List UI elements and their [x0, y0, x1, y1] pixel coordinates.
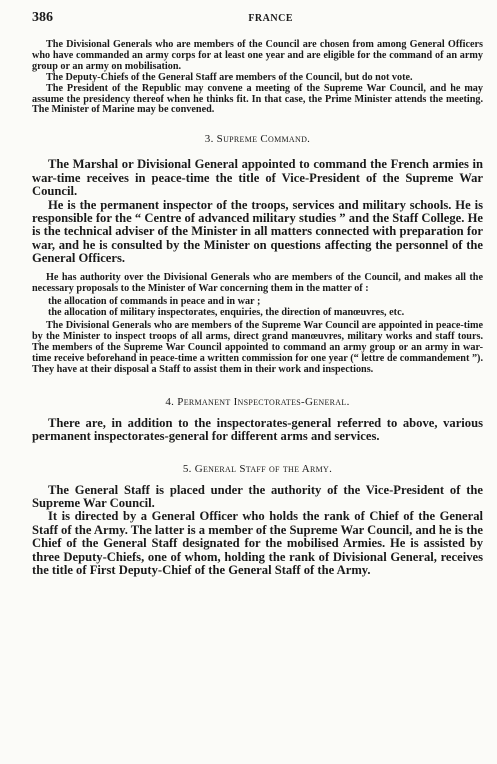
paragraph: The Deputy-Chiefs of the General Staff are members of the Council, but do not vote.	[46, 71, 413, 83]
page-number: 386	[32, 10, 53, 25]
paragraph: The Divisional Generals who are members of the Council are chosen from among General Officers who have commanded an army corps for at least one year and are eligible for the command of an army group or an army on mobilisation.	[32, 39, 483, 72]
list-item: the allocation of military inspectorates, enquiries, the direction of manœuvres, etc.	[48, 307, 405, 319]
allocation-list	[42, 297, 483, 319]
section-permanent-inspectorates	[32, 396, 483, 444]
section-heading: 5. General Staff of the Army.	[182, 462, 333, 475]
section-heading: 3. Supreme Command.	[204, 133, 311, 146]
page-header	[32, 10, 483, 32]
paragraph: There are, in addition to the inspectorates-general referred to above, various permanent inspectorates-general for different arms and services.	[32, 415, 483, 444]
paragraph: The Divisional Generals who are members of the Supreme War Council are appointed in peace-time by the Minister to inspect troops of all arms, direct grand manœuvres, military works and staff tours. The members of the Supreme War Council appointed to command an army group or an army in war-time receive beforehand in peace-time a written commission for one year (“ lettre de commandement ”). They have at their disposal a Staff to assist them in their work and inspections.	[32, 320, 483, 375]
paragraph: The Marshal or Divisional General appointed to command the French armies in war-time receives in peace-time the title of Vice-President of the Supreme War Council.	[32, 157, 483, 199]
paragraph: He has authority over the Divisional Generals who are members of the Council, and makes all the necessary proposals to the Minister of War concerning them in the matter of :	[32, 271, 483, 294]
paragraph: The General Staff is placed under the authority of the Vice-President of the Supreme War Council.	[32, 482, 483, 510]
running-head: FRANCE	[248, 13, 293, 24]
intro-block	[32, 40, 483, 116]
paragraph: The President of the Republic may convene a meeting of the Supreme War Council, and he may assume the presidency thereof when he thinks fit. In that case, the Prime Minister attends the meeting. The Minister of Marine may be convened.	[32, 82, 483, 116]
paragraph: He is the permanent inspector of the troops, services and military schools. He is responsible for the “ Centre of advanced military studies ” and the Staff College. He is the technical adviser of the Minister in all matters connected with preparation for war, and he is consulted by the Minister on questions affecting the personnel of the General Officers.	[32, 197, 483, 266]
paragraph: It is directed by a General Officer who holds the rank of Chief of the General Staff of the Army. The latter is a member of the Supreme War Council, and he is the Chief of the General Staff designated for the mobilised Armies. He is assisted by three Deputy-Chiefs, one of whom, holding the rank of Divisional General, receives the title of First Deputy-Chief of the General Staff of the Army.	[32, 509, 483, 577]
section-supreme-command	[32, 133, 483, 375]
section-general-staff	[32, 463, 483, 578]
section-heading: 4. Permanent Inspectorates-General.	[165, 395, 350, 408]
list-item: the allocation of commands in peace and in war ;	[48, 296, 261, 308]
